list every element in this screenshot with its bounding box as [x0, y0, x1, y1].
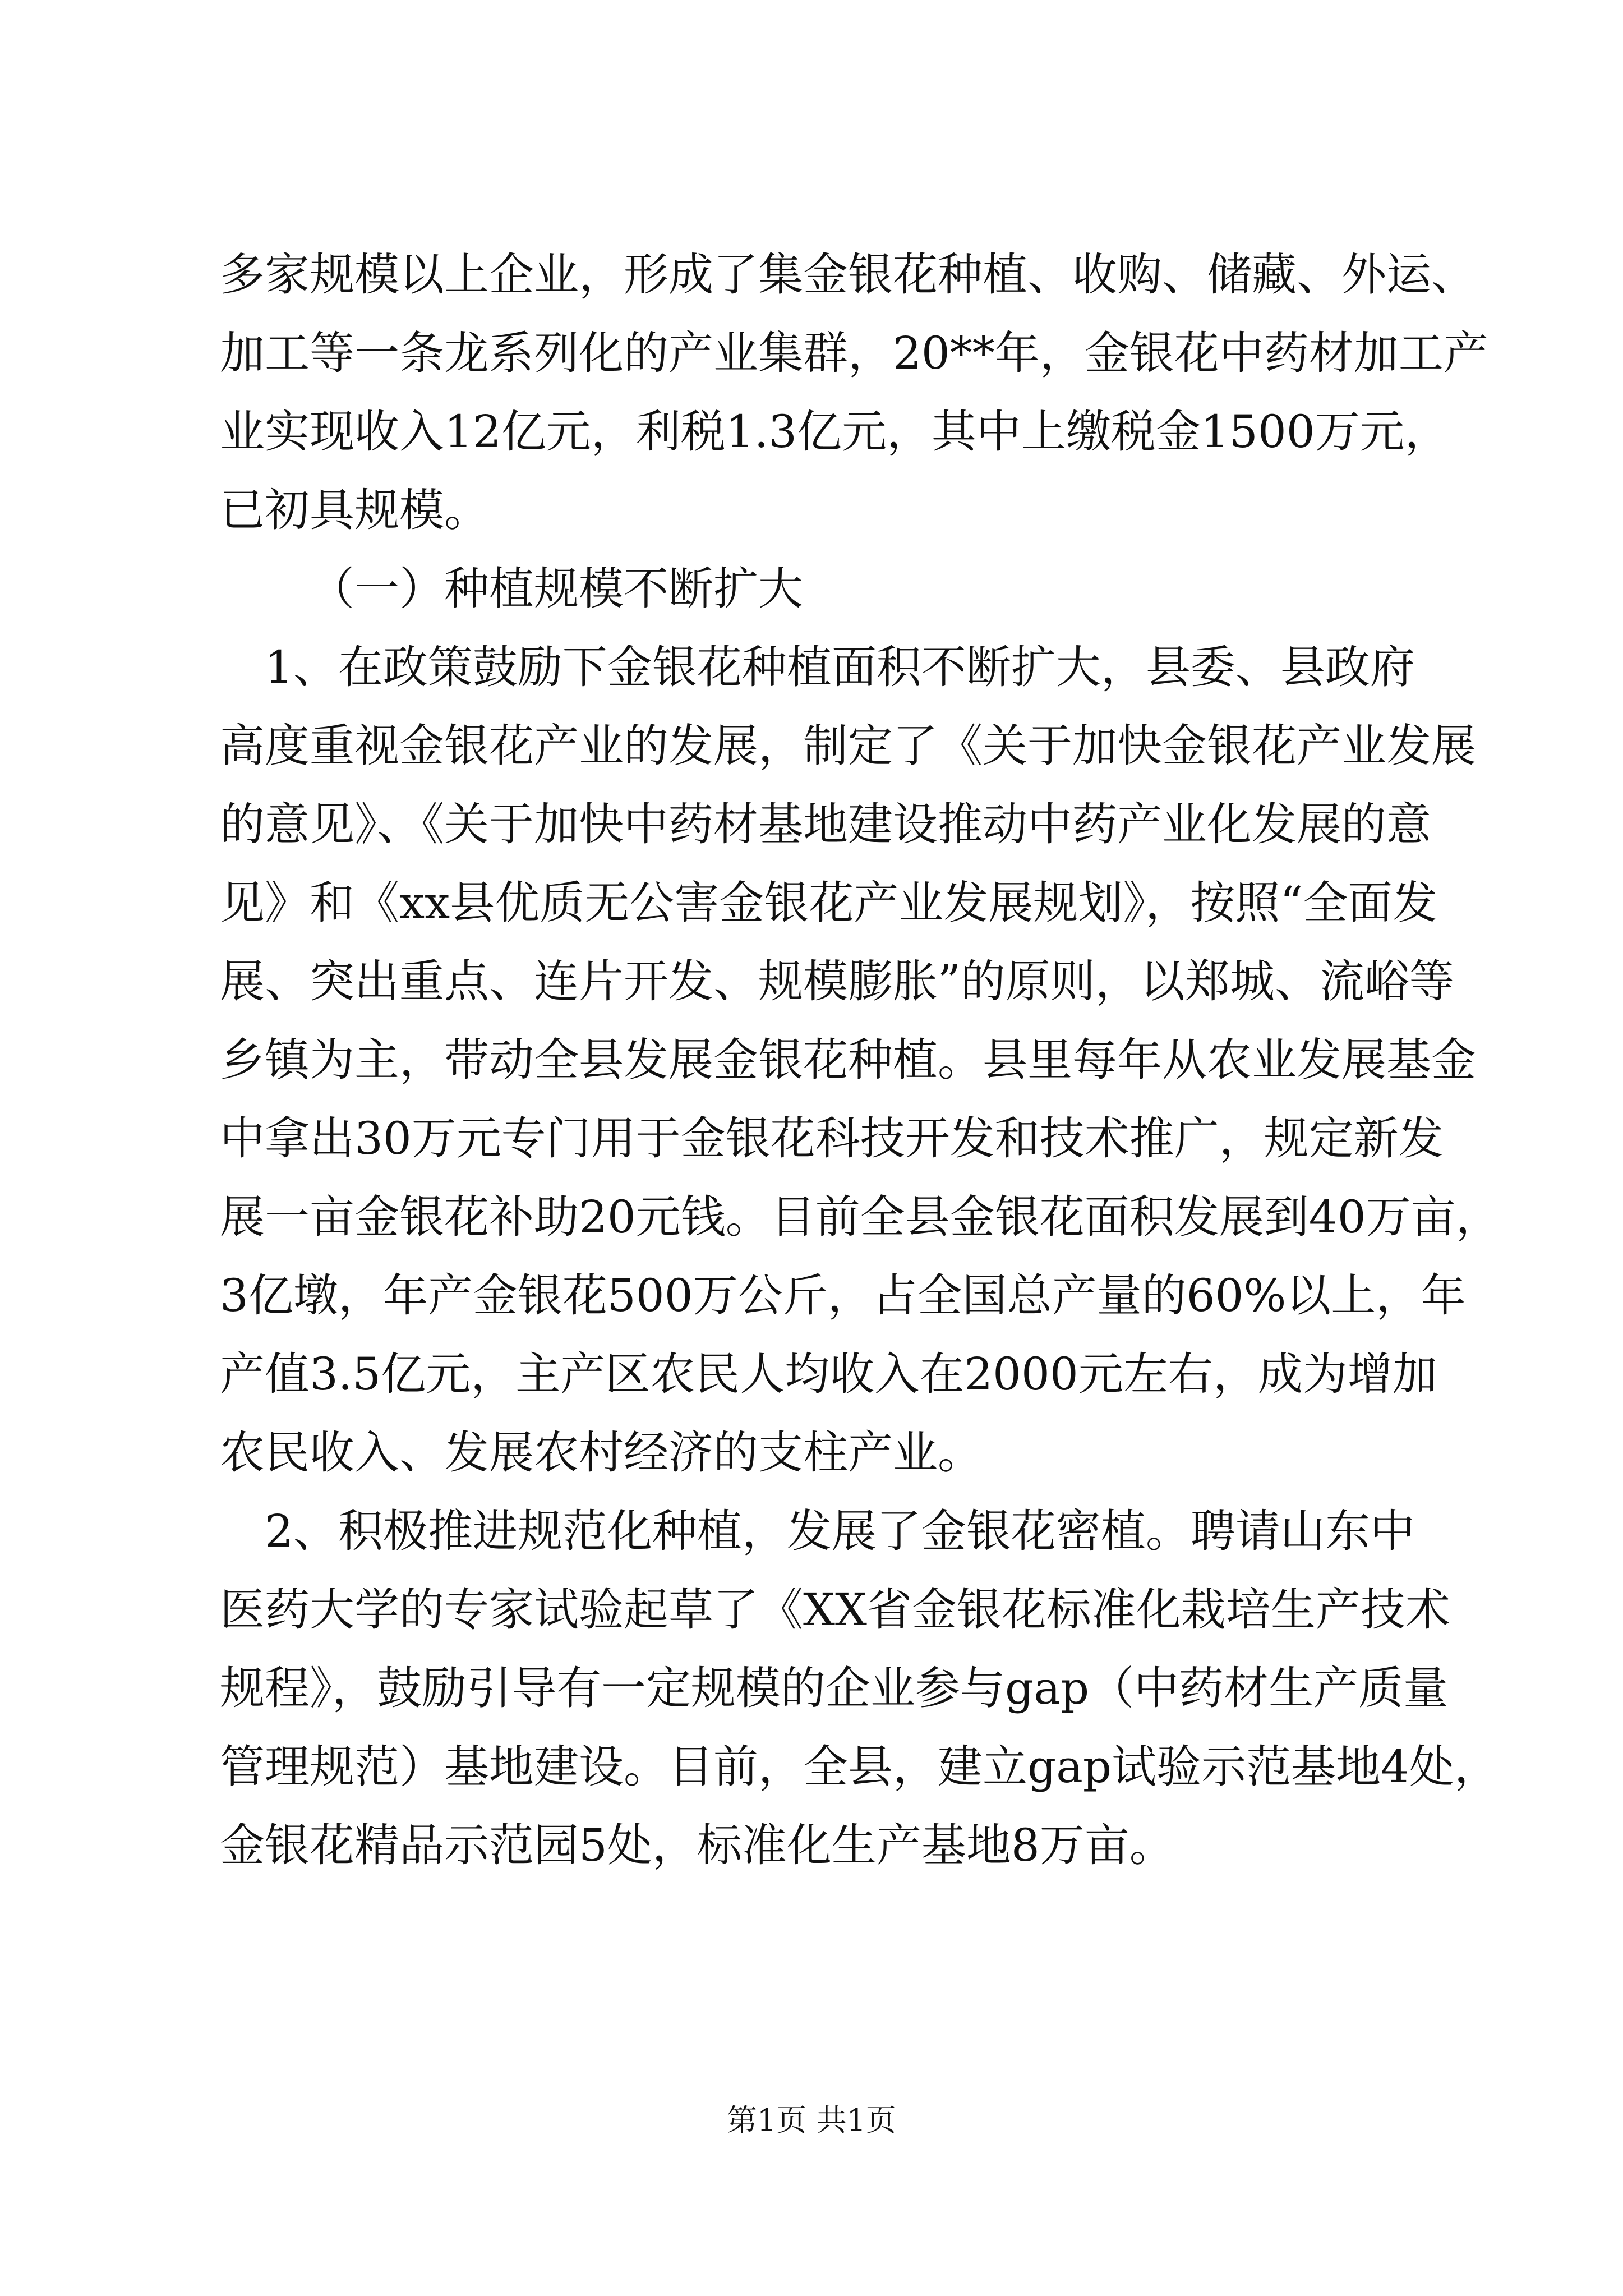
- paragraph-line: 金银花精品示范园5处，标准化生产基地8万亩。: [220, 1819, 1174, 1871]
- paragraph-line: 中拿出30万元专门用于金银花科技开发和技术推广，规定新发: [220, 1112, 1444, 1165]
- paragraph-line: 2、积极推进规范化种植，发展了金银花密植。聘请山东中: [265, 1505, 1415, 1557]
- paragraph-line: 的意见》、《关于加快中药材基地建设推动中药产业化发展的意: [220, 798, 1431, 850]
- paragraph-line: 展、突出重点、连片开发、规模膨胀”的原则，以郑城、流峪等: [220, 955, 1454, 1007]
- paragraph-line: 1、在政策鼓励下金银花种植面积不断扩大，县委、县政府: [265, 641, 1415, 693]
- page-footer: 第1页 共1页: [727, 2102, 896, 2138]
- paragraph-line: 展一亩金银花补助20元钱。目前全县金银花面积发展到40万亩，: [220, 1191, 1501, 1243]
- paragraph-line: 加工等一条龙系列化的产业集群，20**年，金银花中药材加工产: [220, 327, 1488, 379]
- paragraph-line: 农民收入、发展农村经济的支柱产业。: [220, 1427, 983, 1479]
- paragraph-line: 乡镇为主，带动全县发展金银花种植。县里每年从农业发展基金: [220, 1034, 1476, 1086]
- paragraph-line: 管理规范）基地建设。目前，全县，建立gap试验示范基地4处，: [220, 1741, 1500, 1793]
- paragraph-line: 规程》，鼓励引导有一定规模的企业参与gap（中药材生产质量: [220, 1662, 1449, 1714]
- paragraph-line: 业实现收入12亿元，利税1.3亿元，其中上缴税金1500万元，: [220, 406, 1450, 458]
- paragraph-line: 产值3.5亿元，主产区农民人均收入在2000元左右，成为增加: [220, 1348, 1437, 1400]
- section-heading: （一）种植规模不断扩大: [310, 563, 803, 615]
- paragraph-line: 3亿墩，年产金银花500万公斤，占全国总产量的60%以上，年: [220, 1269, 1466, 1322]
- paragraph-line: 高度重视金银花产业的发展，制定了《关于加快金银花产业发展: [220, 720, 1476, 772]
- paragraph-line: 多家规模以上企业，形成了集金银花种植、收购、储藏、外运、: [220, 249, 1476, 301]
- paragraph-line: 见》和《xx县优质无公害金银花产业发展规划》，按照“全面发: [220, 877, 1438, 929]
- paragraph-line: 已初具规模。: [220, 484, 489, 536]
- paragraph-line: 医药大学的专家试验起草了《XX省金银花标准化栽培生产技术: [220, 1584, 1450, 1636]
